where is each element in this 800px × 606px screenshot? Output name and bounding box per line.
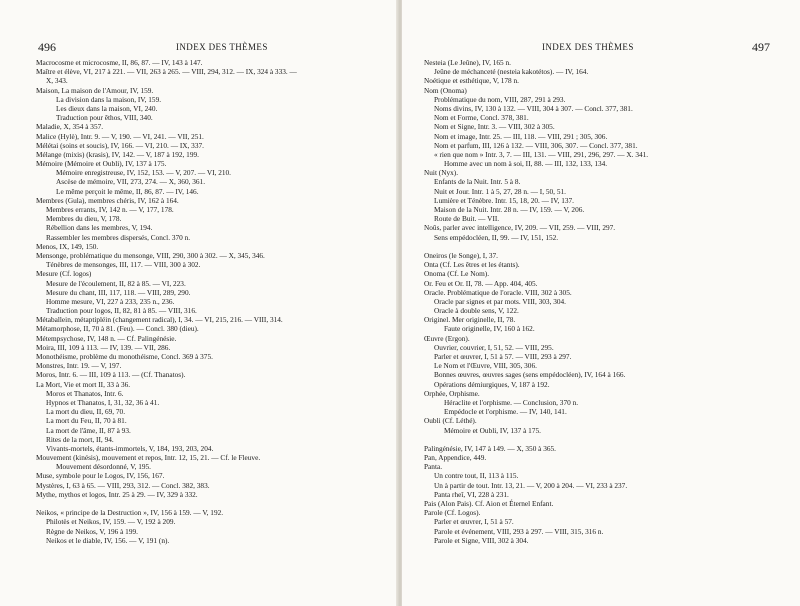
index-entry (424, 435, 754, 444)
index-entry: Oracle. Problématique de l'oracle. VIII, 302 à 305. (424, 287, 572, 297)
index-entry: Panta rheî, VI, 228 à 231. (434, 489, 509, 499)
index-entry: Orphée, Orphisme. (424, 388, 480, 398)
index-entry: Muse, symbole pour le Logos, IV, 156, 167. (36, 471, 165, 481)
index-entry: Originel. Mer originelle, II, 78. (424, 315, 516, 325)
index-entry: Héraclite et l'orphisme. — Conclusion, 370 n. (444, 397, 579, 407)
index-entry: Nesteia (Le Jeûne), IV, 165 n. (424, 58, 511, 67)
index-entry: Rites de la mort, II, 94. (46, 434, 114, 444)
index-entry: Monstres, Intr. 19. — V, 197. (36, 361, 122, 371)
index-entry: Opérations démiurgiques, V, 187 à 192. (434, 379, 550, 389)
index-entry: Parole et Signe, VIII, 302 à 304. (434, 535, 529, 545)
index-entry: Noétique et esthétique, V, 178 n. (424, 76, 519, 86)
index-entry: Mouvement désordonné, V, 195. (56, 462, 151, 472)
index-entry: Membres errants, IV, 142 n. — V, 177, 178. (46, 205, 174, 214)
index-entry: Mélange (mixis) (krasis), IV, 142. — V, 187 à 192, 199. (36, 149, 199, 159)
index-entry: Homme avec un nom à soi, II, 88. — III, 132, 133, 134. (444, 159, 608, 169)
index-entry (424, 242, 754, 251)
index-entry: Mythe, mythos et logos, Intr. 25 à 29. — IV, 329 à 332. (36, 489, 198, 499)
index-entry: Nom et parfum, III, 126 à 132. — VIII, 306, 307. — Concl. 377, 381. (434, 140, 638, 150)
index-entry: Faute originelle, IV, 160 à 162. (444, 324, 535, 334)
index-entry: Maison, La maison de l'Amour, IV, 159. (36, 85, 154, 95)
right-page-header (402, 40, 800, 54)
index-entry: Mélétai (soins et soucis), IV, 166. — VI, 210. — IX, 337. (36, 140, 204, 150)
index-entry: Métamorphose, II, 70 à 81. (Feu). — Concl. 380 (dieu). (36, 324, 199, 334)
index-entry: Lumière et Ténèbre. Intr. 15, 18, 20. — IV, 137. (434, 195, 574, 205)
index-entry: Jeûne de méchanceté (nesteia kakotétos). — IV, 164. (434, 67, 589, 77)
index-entry: Sens empédocléen, II, 99. — IV, 151, 152. (434, 232, 559, 242)
index-entry: Parler et œuvrer, I, 51 à 57. — VIII, 293 à 297. (434, 352, 572, 361)
index-entry: Macrocosme et microcosme, II, 86, 87. — IV, 143 à 147. (36, 58, 203, 67)
index-entry: Nom (Onoma) (424, 85, 467, 95)
index-entry: Monothéisme, problème du monothéisme, Concl. 369 à 375. (36, 352, 213, 361)
index-entry: Oracle à double sens, V, 122. (434, 306, 519, 316)
index-entry: Règne de Neikos, V, 196 à 199. (46, 526, 138, 536)
index-entry: Palingénésie, IV, 147 à 149. — X, 350 à 365. (424, 443, 557, 453)
index-entry: Philotès et Neikos, IV, 159. — V, 192 à 209. (46, 517, 176, 527)
index-entry: Membres du dieu, V, 178. (46, 214, 122, 224)
index-entry: La mort du Feu, II, 70 à 81. (46, 416, 127, 426)
index-entry: Mesure (Cf. logos) (36, 269, 92, 279)
index-entry: Oneiros (le Songe), I, 37. (424, 250, 498, 260)
index-entry: Nom et image, Intr. 25. — III, 118. — VIII, 291 ; 305, 306. (434, 131, 608, 141)
index-entry: Mesure du chant, III, 117, 118. — VIII, 289, 290. (46, 287, 191, 297)
index-entry: Malice (Hylè), Intr. 9. — V, 190. — VI, 241. — VII, 251. (36, 131, 204, 141)
index-entry: Traduction pour êthos, VIII, 340. (56, 113, 153, 123)
index-entry: Route de Buit. — VII. (434, 214, 500, 224)
index-entry: Vivants-mortels, étants-immortels, V, 184, 193, 203, 204. (46, 443, 214, 453)
index-entry: Noûs, parler avec intelligence, IV, 209. — VII, 259. — VIII, 297. (424, 223, 616, 233)
index-entry (36, 499, 366, 508)
index-entry: Traduction pour logos, II, 82, 81 à 85. — VIII, 316. (46, 306, 197, 316)
index-entry: Un à partir de tout. Intr. 13, 21. — V, 200 à 204. — VI, 233 à 237. (434, 480, 628, 490)
index-entry: Or. Feu et Or. II, 78. — App. 404, 405. (424, 278, 538, 288)
index-entry: La division dans la maison, IV, 159. (56, 94, 162, 104)
right-page-number: 497 (752, 40, 770, 54)
index-entry: Mémoire (Mémoire et Oubli), IV, 137 à 175. (36, 159, 167, 169)
index-entry: La mort du dieu, II, 69, 70. (46, 407, 126, 417)
index-entry: Œuvre (Ergon). (424, 333, 470, 343)
index-entry: Le Nom et l'Œuvre, VIII, 305, 306. (434, 361, 537, 371)
index-entry: Mouvement (kinésis), mouvement et repos, Intr. 12, 15, 21. — Cf. le Fleuve. (36, 453, 261, 463)
right-index-entries (424, 58, 754, 545)
index-entry: Pais (Alon Pais). Cf. Aion et Éternel Enfant. (424, 499, 554, 508)
index-entry: Mystères, I, 63 à 65. — VIII, 293, 312. — Concl. 382, 383. (36, 480, 210, 490)
index-entry: Oubli (Cf. Léthé). (424, 416, 477, 426)
index-entry: Nuit (Nyx). (424, 168, 459, 178)
index-entry: Ascèse de mémoire, VII, 273, 274. — X, 360, 361. (56, 177, 206, 187)
left-page-header (0, 40, 398, 54)
index-entry: Oracle par signes et par mots. VIII, 303, 304. (434, 296, 566, 306)
index-entry: « rien que nom » Intr. 3, 7. — III, 131. — VIII, 291, 296, 297. — X. 341. (434, 149, 649, 159)
index-entry: Membres (Gula), membres chéris, IV, 162 à 164. (36, 195, 179, 205)
index-entry: Neikos, « principe de la Destruction », IV, 156 à 159. — V, 192. (36, 508, 224, 518)
index-entry: Mémoire enregistreuse, IV, 152, 153. — V, 207. — VI, 210. (56, 168, 231, 178)
index-entry: Onta (Cf. Les êtres et les étants). (424, 260, 520, 270)
index-entry: Nom et Signe, Intr. 3. — VIII, 302 à 305. (434, 122, 555, 132)
index-entry: Mensonge, problématique du mensonge, VIII, 290, 300 à 302. — X, 345, 346. (36, 250, 265, 260)
index-entry: Problématique du nom, VIII, 287, 291 à 293. (434, 94, 566, 104)
index-entry: Hypnos et Thanatos, I, 31, 32, 36 à 41. (46, 397, 160, 407)
index-entry: Ouvrier, couvrier, I, 51, 52. — VIII, 295. (434, 342, 554, 352)
index-entry: Métempsychose, IV, 148 n. — Cf. Palingénésie. (36, 333, 177, 343)
index-entry: Noms divins, IV, 130 à 132. — VIII, 304 à 307. — Concl. 377, 381. (434, 103, 633, 113)
left-page (0, 0, 398, 606)
right-page (402, 0, 800, 606)
index-entry: Maladie, X, 354 à 357. (36, 122, 104, 132)
index-entry: La Mort, Vie et mort II, 33 à 36. (36, 379, 131, 389)
index-entry: Empédocle et l'orphisme. — IV, 140, 141. (444, 407, 567, 417)
index-entry: Parler et œuvrer, I, 51 à 57. (434, 517, 514, 527)
index-entry: Bonnes œuvres, œuvres sages (sens empédocléen), IV, 164 à 166. (434, 370, 626, 380)
index-entry: Ténèbres de mensonges, III, 117. — VIII, 300 à 302. (46, 260, 201, 270)
index-entry: Mémoire et Oubli, IV, 137 à 175. (444, 425, 541, 435)
index-entry: Parole (Cf. Logos). (424, 508, 481, 518)
index-entry: Maître et élève, VI, 217 à 221. — VII, 263 à 265. — VIII, 294, 312. — IX, 324 à 333. — (36, 67, 297, 77)
right-running-title: INDEX DES THÈMES (542, 42, 634, 52)
index-entry: Métaballein, métaptipléin (changement radical), I, 34. — VI, 215, 216. — VIII, 314. (36, 315, 283, 325)
index-entry: Rébellion dans les membres, V, 194. (46, 223, 153, 233)
index-entry: Neikos et le diable, IV, 156. — V, 191 (n). (46, 535, 170, 545)
index-entry: Panta. (424, 462, 443, 472)
index-entry: Parole et événement, VIII, 293 à 297. — VIII, 315, 316 n. (434, 526, 604, 536)
index-entry: Mesure de l'écoulement, II, 82 à 85. — VI, 223. (46, 278, 186, 288)
index-entry: Pan, Appendice, 449. (424, 453, 487, 463)
index-entry: Nom et Forme, Concl. 378, 381. (434, 113, 529, 123)
left-index-entries (36, 58, 366, 545)
index-entry: Menos, IX, 149, 150. (36, 241, 99, 251)
left-page-number: 496 (38, 40, 56, 54)
index-entry: Moira, III, 109 à 113. — IV, 139. — VII, 286. (36, 342, 171, 352)
index-entry: Les dieux dans la maison, VI, 240. (56, 103, 158, 113)
index-entry: Moros et Thanatos, Intr. 6. (46, 388, 124, 398)
index-entry: Enfants de la Nuit. Intr. 5 à 8. (434, 177, 521, 187)
index-entry: La mort de l'âme, II, 87 à 93. (46, 425, 131, 435)
index-entry: Homme mesure, VI, 227 à 233, 235 n., 236. (46, 296, 175, 306)
index-entry: X, 343. (46, 76, 68, 86)
index-entry: Rassembler les membres dispersés, Concl. 370 n. (46, 232, 191, 242)
index-entry: Moros, Intr. 6. — III, 109 à 113. — (Cf. Thanatos). (36, 370, 186, 380)
index-entry: Le même perçoit le même, II, 86, 87. — IV, 146. (56, 186, 199, 196)
index-entry: Onoma (Cf. Le Nom). (424, 269, 490, 279)
left-running-title: INDEX DES THÈMES (176, 42, 268, 52)
index-entry: Maison de la Nuit. Intr. 28 n. — IV, 159. — V, 206. (434, 205, 585, 214)
index-entry: Nuit et Jour. Intr. 1 à 5, 27, 28 n. — I, 50, 51. (434, 186, 566, 196)
index-entry: Un contre tout, II, 113 à 115. (434, 471, 519, 481)
